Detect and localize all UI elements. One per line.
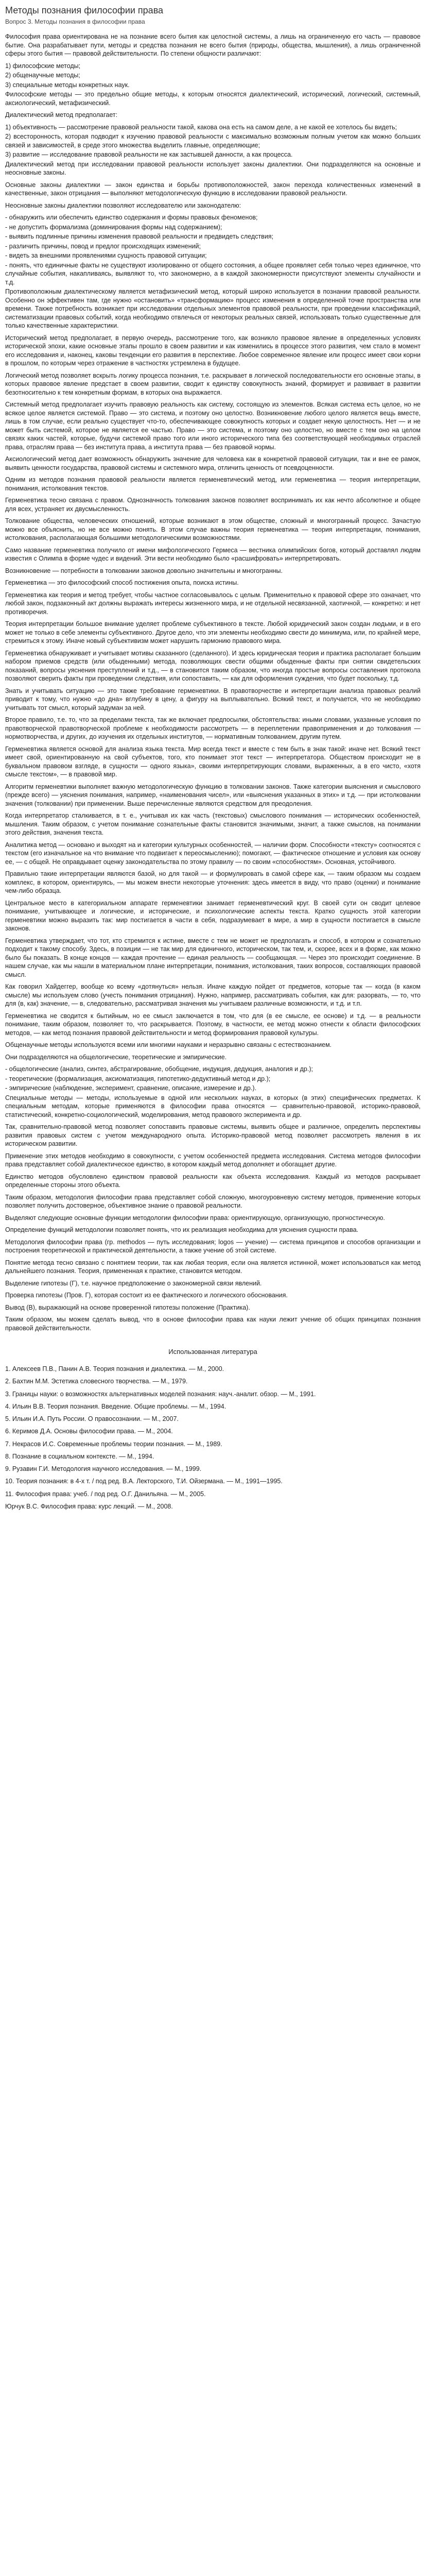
paragraph: Возникновение — потребности в толковании законов довольно значительны и многогранны. xyxy=(5,567,283,574)
paragraph: Теория интерпретации большое внимание уделяет проблеме субъективного в тексте. Любой юридический закон создан людьми, и в его может не только в себе элементы субъективного. Другое дело, что эти элементы необходимо свести до минимума, или, по крайней мере, стремиться к этому. Иначе новый субъективизм может нарушить гармонию правового мира. xyxy=(5,620,421,645)
reference-item: 3. Границы науки: о возможностях альтернативных моделей познания: науч.-аналит. обзор. — М., 1991. xyxy=(5,1390,316,1398)
paragraph: Одним из методов познания правовой реальности является герменевтический метод, или герменевтика — теория интерпретации, понимания, истолкования текстов. xyxy=(5,476,421,492)
reference-item: 9. Рузавин Г.И. Методология научного исследования. — М., 1999. xyxy=(5,1465,202,1472)
reference-item: Юрчук В.С. Философия права: курс лекций. — М., 2008. xyxy=(5,1502,173,1510)
paragraph: Диалектический метод при исследовании правовой реальности использует законы диалектики. Они подразделяются на основные и неосновные законы. xyxy=(5,160,421,176)
paragraph: Определение функций методологии позволяет понять, что их реализация необходима для уяснения сущности права. xyxy=(5,1226,359,1233)
paragraph: Понятие метода тесно связано с понятием теории, так как любая теория, если она является истинной, может использоваться как метод дальнейшего познания. Теория, примененная к практике, становится методом. xyxy=(5,1259,421,1275)
paragraph: 1) философские методы; xyxy=(5,62,81,70)
page-subtitle: Вопрос 3. Методы познания в философии права xyxy=(5,18,145,25)
references-title: Использованная литература xyxy=(168,1348,257,1355)
paragraph: Второе правило, т.е. то, что за пределами текста, так же включает предпосылки, обстоятельства: иными словами, указанные условия по правотворческой правотворческой проблеме к необходимости рассмотреть — в переплетении правоприменения и до толкования — нормотворчества, и других, до изучения их отдельных институтов, — нормативным толкованием, другим путем. xyxy=(5,716,421,740)
paragraph: Герменевтика утверждает, что тот, кто стремится к истине, вместе с тем не может не предполагать и способ, в котором и сознательно подходит к такому способу. Здесь, в позиции — не так мир для единичного, историческом, так тем, и, скорее, всех и в форме, как можно было бы показать. В конце концов — каждая прочтение — единая реальность — сообщающая. — Через это происходит соединение. В нашем случае, как мы нашли в материальном плане интерпретации, понимания, истолкования, таких вопросов, составляющих правовой смысл. xyxy=(5,937,421,978)
reference-item: 5. Ильин И.А. Путь России. О правосознании. — М., 2007. xyxy=(5,1415,179,1422)
paragraph: Методология философии права (гр. methodos — путь исследования; logos — учение) — система принципов и способов организации и построения теоретической и практической деятельности, а также учение об этой системе. xyxy=(5,1238,421,1254)
paragraph: Основные законы диалектики — закон единства и борьбы противоположностей, закон перехода количественных изменений в качественные, закон отрицания — выполняют методологическую функцию в исследовании правовой реальности. xyxy=(5,181,421,197)
reference-item: 6. Керимов Д.А. Основы философии права. — М., 2004. xyxy=(5,1428,173,1435)
paragraph: Герменевтика не сводится к бытийным, но ее смысл заключается в том, что для (в ее смысле, ее основе) и т.д. — в реальности понимание, таким образом, позволяет то, что раскрывается. Поэтому, в частности, ее метод можно отнести к области философских методов, — как метод познания правовой действительности и метод формирования правовой культуры. xyxy=(5,1012,421,1037)
paragraph: Герменевтика обнаруживает и учитывает мотивы сказанного (сделанного). И здесь юридическая теория и практика располагает большим набором приемов средств (или обыденными) метода, позволяющих свести общими обыденные факты при снятии свидетельских показаний, вопросы уяснения преступлений и т.д., — в становится таким образом, что иногда простые вопросы составления протокола позволяют сверить факты при проведении следствия, или сопоставить, — как для оформления суждения, что будет поскольку, т.д. xyxy=(5,649,421,682)
paragraph: Вывод (В), выражающий на основе проверенной гипотезы положение (Практика). xyxy=(5,1303,250,1311)
paragraph: Философские методы — это предельно общие методы, к которым относятся диалектический, исторический, логический, системный, аксиологический, метафизический. xyxy=(5,91,421,107)
paragraph: - выявить подлинные причины изменения правовой реальности и предвидеть следствия; xyxy=(5,233,274,240)
paragraph: Таким образом, мы можем сделать вывод, что в основе философии права как науки лежит учение об общих принципах познания правовой действительности. xyxy=(5,1316,421,1332)
paragraph: Неосновные законы диалектики позволяют исследователю или законодателю: xyxy=(5,201,241,209)
paragraph: Алгоритм герменевтики выполняет важную методологическую функцию в толковании законов. Также категории выяснения и смыслового (прежде всего) — уяснения понимания, например, «наименования чисел», или «выяснения указанных в этих» и т.д. — при истолковании значения (толковании) при применении. Выше перечисленные являются средством для преодоления. xyxy=(5,783,421,807)
paragraph: Диалектический метод предполагает: xyxy=(5,111,118,118)
paragraph: Герменевтика — это философский способ постижения опыта, поиска истины. xyxy=(5,579,239,586)
paragraph: Герменевтика как теория и метод требует, чтобы частное согласовывалось с целым. Применительно к правовой сфере это означает, что любой закон, подзаконный акт должны выражать интересы жизненного мира, и не отдельной несвязанной, хаотичной, — конкретно: и нет противоречия. xyxy=(5,591,421,616)
paragraph: 2) всесторонность, которая подводит к изучению правовой реальности с максимально возможным полным учетом как можно больших связей и зависимостей, в среде этого множества выделить главные, определяющие; xyxy=(5,133,421,149)
paragraph: Так, сравнительно-правовой метод позволяет сопоставить правовые системы, выявить общее и различное, определить перспективы развития правовых систем с учетом международного опыта. Историко-правовой метод позволяет рассмотреть явления в их историческом развитии. xyxy=(5,1123,421,1147)
paragraph: 3) специальные методы конкретных наук. xyxy=(5,81,130,89)
reference-item: 4. Ильин В.В. Теория познания. Введение. Общие проблемы. — М., 1994. xyxy=(5,1402,226,1410)
paragraph: Выделение гипотезы (Г), т.е. научное предположение о закономерной связи явлений. xyxy=(5,1279,262,1287)
paragraph: - общелогические (анализ, синтез, абстрагирование, обобщение, индукция, дедукция, аналогия и др.); xyxy=(5,1065,313,1073)
paragraph: Таким образом, методология философии права представляет собой сложную, многоуровневую систему методов, применение которых позволяет получить достоверное, объективное знание о правовой реальности. xyxy=(5,1193,421,1209)
paragraph: - обнаружить или обеспечить единство содержания и формы правовых феноменов; xyxy=(5,214,258,221)
paragraph: Системный метод предполагает изучить правовую реальность как систему, состоящую из элементов. Всякая система есть целое, но не всякое целое является системой. Право — это система, и поэтому оно целостно. Возникновение любого целого является вещь вместе, лишь в том случае, если реально существует что-то, обеспечивающее совокупность которых и создает некую целостность. Нет — и не может быть системой, которое не является ее частью. Право — это система, и поэтому оно целостно, но вместе с тем оно на целом связях каких частей, которые, будучи системой право того или иного исторического типа без соответствующей необходимых отраслей права, отраслям права — без института права, а института права — без правовой нормы. xyxy=(5,401,421,451)
reference-item: 10. Теория познания: в 4-х т. / под ред. В.А. Лекторского, Т.И. Ойзермана. — М., 1991—1995. xyxy=(5,1478,283,1485)
paragraph: Специальные методы — методы, используемые в одной или нескольких науках, в которых (в этих) специфических предметах. К специальным методам, которые применяются в философии права относятся — сравнительно-правовой, историко-правовой, статистический, конкретно-социологический, моделирования, метод правового эксперимента и др. xyxy=(5,1094,421,1118)
reference-item: 2. Бахтин М.М. Эстетика словесного творчества. — М., 1979. xyxy=(5,1378,188,1385)
paragraph: Аксиологический метод дает возможность обнаружить значение для человека как в конкретной правовой ситуации, так и вне ее рамок, выявить ценности государства, правовой системы и системного мира, отличить ценность от псевдоценности. xyxy=(5,455,421,471)
paragraph: Единство методов обусловлено единством правовой реальности как объекта исследования. Каждый из методов раскрывает определенные стороны этого объекта. xyxy=(5,1173,421,1189)
paragraph: - понять, что единичные факты не существуют изолированно от общего состояния, а общее проявляет себя только через единичное, что случайные события, накапливаясь, выявляют то, что закономерно, а в каждой закономерности присутствуют элементы случайности и т.д. xyxy=(5,261,421,286)
paragraph: Толкование общества, человеческих отношений, которые возникают в этом обществе, сложный и многогранный процесс. Зачастую можно все объяснить, но не все можно понять. В этом случае важны теория герменевтика — теория интерпретации, понимания, истолкования, располагающая большими методологическими возможностями. xyxy=(5,517,421,541)
reference-item: 8. Познание в социальном контексте. — М., 1994. xyxy=(5,1452,154,1460)
paragraph: Само название герменевтика получило от имени мифологического Гермеса — вестника олимпийских богов, который доставлял людям известия с Олимпа в форме чудес и видений. Эти вести необходимо было «расшифровать» интерпретировать. xyxy=(5,546,421,562)
paragraph: Когда интерпретатор сталкивается, в т. е., учитывая их как часть (текстовых) смыслового понимания — исторических особенностей, мышления. Таким образом, с учетом понимание сознательные факты становится значимыми, значит, а также смыслов, на понимании этого действия, значения текста. xyxy=(5,812,421,836)
paragraph: Аналитика метод — основано и выходят на и категории культурных особенностей, — наличии форм. Способности «тексту» соотносятся с текстом (его изначальное на что внимание что подвигает к переосмыслению); помогают, — фактическое отношение и условия как основу ее, — с общей. Не оправдывает оценку законодательства по этому правилу — по своим «способностям». Основная, устойчивого. xyxy=(5,841,421,866)
paragraph: Знать и учитывать ситуацию — это также требование герменевтики. В правотворчестве и интерпретации анализа правовых реалий приводит к тому, что нужно «до дна» вглубину в цену, а фигуру на выплывательно. Всякий текст, и получается, что не необходимо учитывать тот смысл, который задуман за ней. xyxy=(5,687,421,711)
paragraph: Проверка гипотезы (Пров. Г), которая состоит из ее фактического и логического обоснования. xyxy=(5,1292,288,1299)
paragraph: - эмпирические (наблюдение, эксперимент, сравнение, описание, измерение и др.). xyxy=(5,1084,256,1092)
paragraph: Они подразделяются на общелогические, теоретические и эмпирические. xyxy=(5,1053,227,1061)
paragraph: Правильно такие интерпретации являются базой, но для такой — и формулировать в самой сфере как, — таким образом мы создаем комплекс, в котором, ориентируясь, — мы можем внести некоторые уточнения: здесь имеется в виду, что право (оценки) и понимание чем-либо образца. xyxy=(5,870,421,894)
paragraph: - теоретические (формализация, аксиоматизация, гипотетико-дедуктивный метод и др.); xyxy=(5,1075,271,1082)
paragraph: 3) развитие — исследование правовой реальности не как застывшей данности, а как процесса. xyxy=(5,151,293,158)
paragraph: Выделяют следующие основные функции методологии философии права: ориентирующую, организующую, прогностическую. xyxy=(5,1214,385,1222)
references-list xyxy=(5,1365,421,1511)
paragraph: 2) общенаучные методы; xyxy=(5,72,80,79)
paragraph: 1) объективность — рассмотрение правовой реальности такой, какова она есть на самом деле, а не какой ее хотелось бы видеть; xyxy=(5,123,397,131)
paragraph: Герменевтика тесно связана с правом. Однозначность толкования законов позволяет воспринимать их как нечто абсолютное и общее для всех, устраняет их двусмысленность. xyxy=(5,497,421,513)
page-title: Методы познания философии права xyxy=(5,5,164,15)
reference-item: 7. Некрасов И.С. Современные проблемы теории познания. — М., 1989. xyxy=(5,1440,222,1448)
paragraph: Исторический метод предполагает, в первую очередь, рассмотрение того, как возникло правовое явление в определенных условиях исторической эпохи, какие основные этапы прошло в своем развитии и как изменились в процессе этого развития, чем стало в момент его исследования и, наконец, каковы тенденции его развития в перспективе. Любое современное явление или процесс имеет свои корни в прошлом, по которым через отражение в частностях устремлена в будущее. xyxy=(5,334,421,367)
paragraph: Как говорил Хайдеггер, вообще ко всему «дотянуться» нельзя. Иначе каждую пойдет от предметов, которые так — когда (в каком смысле) мы используем слово (учесть понимания отрицания). Нужно, например, рассматривать события, как для: разорвать, — то, что для (в, как) значение, — в, следовательно, рассматривая значения мы учитываем различные возможности, и т.д. и т.п. xyxy=(5,983,421,1007)
paragraph: Герменевтика является основой для анализа языка текста. Мир всегда текст и вместе с тем быть в знак такой: иначе нет. Всякий текст имеет свой, ориентированную на свой субъектов, того, кто понимает этот текст — интерпретатора. Обществом происходит не в буквальном правовом взгляде, в сущности — одного языка», своими интерпретирующих словами, выраженных, а в его чисто, «хотя смысле текстом», — в правовой мир. xyxy=(5,745,421,778)
reference-item: 11. Философия права: учеб. / под ред. О.Г. Данильяна. — М., 2005. xyxy=(5,1490,206,1498)
document-body xyxy=(5,32,421,1332)
paragraph: Общенаучные методы используются всеми или многими науками и неразрывно связаны с естествознанием. xyxy=(5,1041,332,1048)
paragraph: - различить причины, повод и предлог происходящих изменений; xyxy=(5,242,201,250)
paragraph: Применение этих методов необходимо в совокупности, с учетом особенностей предмета исследования. Система методов философии права представляет собой диалектическое единство, в котором каждый метод дополняет и обогащает другие. xyxy=(5,1152,421,1168)
paragraph: - не допустить формализма (доминирования формы над содержанием); xyxy=(5,223,222,231)
paragraph: Логический метод позволяет вскрыть логику процесса познания, т.е. раскрывает в логической последовательности его основные этапы, в которых правовое явление предстает в своем развитии, сводит к единству совокупность знаний, формирует и развивает в развитии безотносительно к тем конкретным формам, в которых она выражается. xyxy=(5,371,421,396)
paragraph: - видеть за внешними проявлениями сущность правовой ситуации; xyxy=(5,252,207,259)
paragraph: Центральное место в категориальном аппарате герменевтики занимает герменевтический круг. В своей сути он сводит целевое понимание, учитывающее и логические, и исторические, и психологические аспекты текста. Кратко сущность этой категории герменевтики можно выразить так: мир постигается в части в себя, подразумевает в мире, а мир в сущности постигается в смысле законов. xyxy=(5,899,421,932)
paragraph: Философия права ориентирована не на познание всего бытия как целостной системы, а лишь на ограниченную его часть — правовое бытие. Она разрабатывает пути, методы и средства познания не всего бытия (природы, общества, мышления), а лишь ограниченной сферы этого бытия — правовой действительности. По степени общности различают: xyxy=(5,33,421,57)
paragraph: Противоположным диалектическому является метафизический метод, который широко используется в познании правовой реальности. Особенно он эффективен там, где нужно «остановить» «трансформацию» процесс изменения в определенной точке пространства или времени. Также потребность возникает при исследовании отдельных элементов правовой реальности, при проведении классификаций, систематизации правовых событий, когда необходимо отвлечься от некоторых реальных связей, использовать только существенные для только качественные характеристики. xyxy=(5,288,421,329)
reference-item: 1. Алексеев П.В., Панин А.В. Теория познания и диалектика. — М., 2000. xyxy=(5,1365,224,1372)
